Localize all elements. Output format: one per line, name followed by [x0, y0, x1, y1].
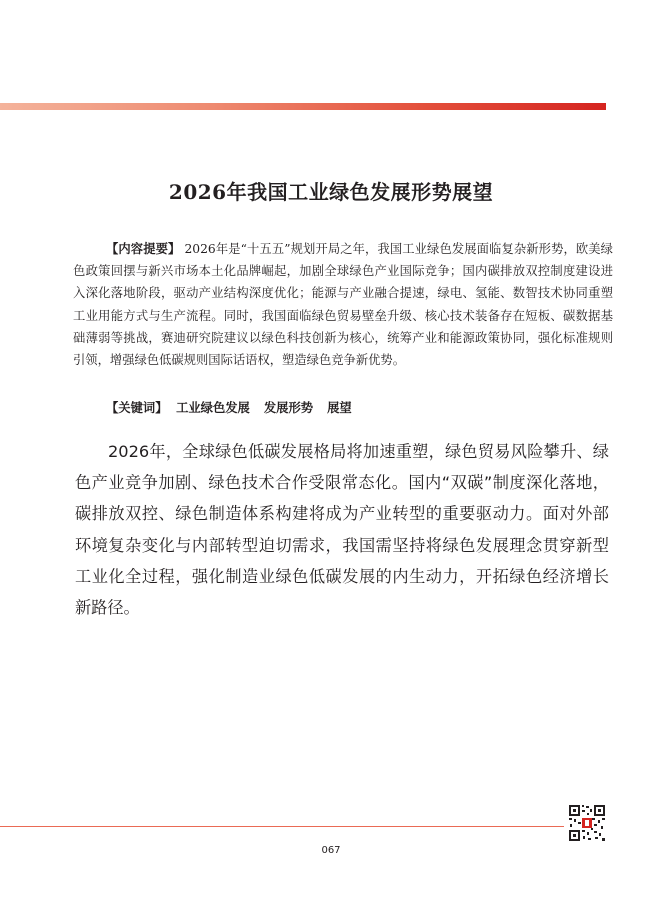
keywords — [106, 398, 366, 416]
page-title: 2026年我国工业绿色发展形势展望 — [168, 180, 494, 204]
qr-code-icon — [568, 804, 606, 842]
abstract-label: 【内容提要】 — [106, 242, 181, 256]
keyword-item: 发展形势 — [263, 401, 314, 415]
body-paragraph: 2026年，全球绿色低碳发展格局将加速重塑，绿色贸易风险攀升、绿色产业竞争加剧、绿色技术合作受限常态化。国内“双碳”制度深化落地，碳排放双控、绿色制造体系构建将成为产业转型的重要驱动力。面对外部环境复杂变化与内部转型迫切需求，我国需坚持将绿色发展理念贯穿新型工业化全过程，强化制造业绿色低碳发展的内生动力，开拓绿色经济增长新路径。 — [75, 442, 609, 618]
keywords-label: 【关键词】 — [106, 401, 168, 415]
abstract — [73, 238, 613, 371]
page-number: 067 — [321, 845, 341, 856]
abstract-text: 2026年是“十五五”规划开局之年，我国工业绿色发展面临复杂新形势，欧美绿色政策回摆与新兴市场本土化品牌崛起，加剧全球绿色产业国际竞争；国内碳排放双控制度建设进入深化落地阶段，驱动产业结构深度优化；能源与产业融合提速，绿电、氢能、数智技术协同重塑工业用能方式与生产流程。同时，我国面临绿色贸易壁垒升级、核心技术装备存在短板、碳数据基础薄弱等挑战，赛迪研究院建议以绿色科技创新为核心，统筹产业和能源政策协同，强化标准规则引领，增强绿色低碳规则国际话语权，塑造绿色竞争新优势。 — [73, 242, 613, 368]
keyword-item: 工业绿色发展 — [176, 401, 250, 415]
footer-divider — [0, 826, 564, 827]
keyword-item: 展望 — [327, 401, 352, 415]
header-accent-bar — [0, 103, 606, 110]
